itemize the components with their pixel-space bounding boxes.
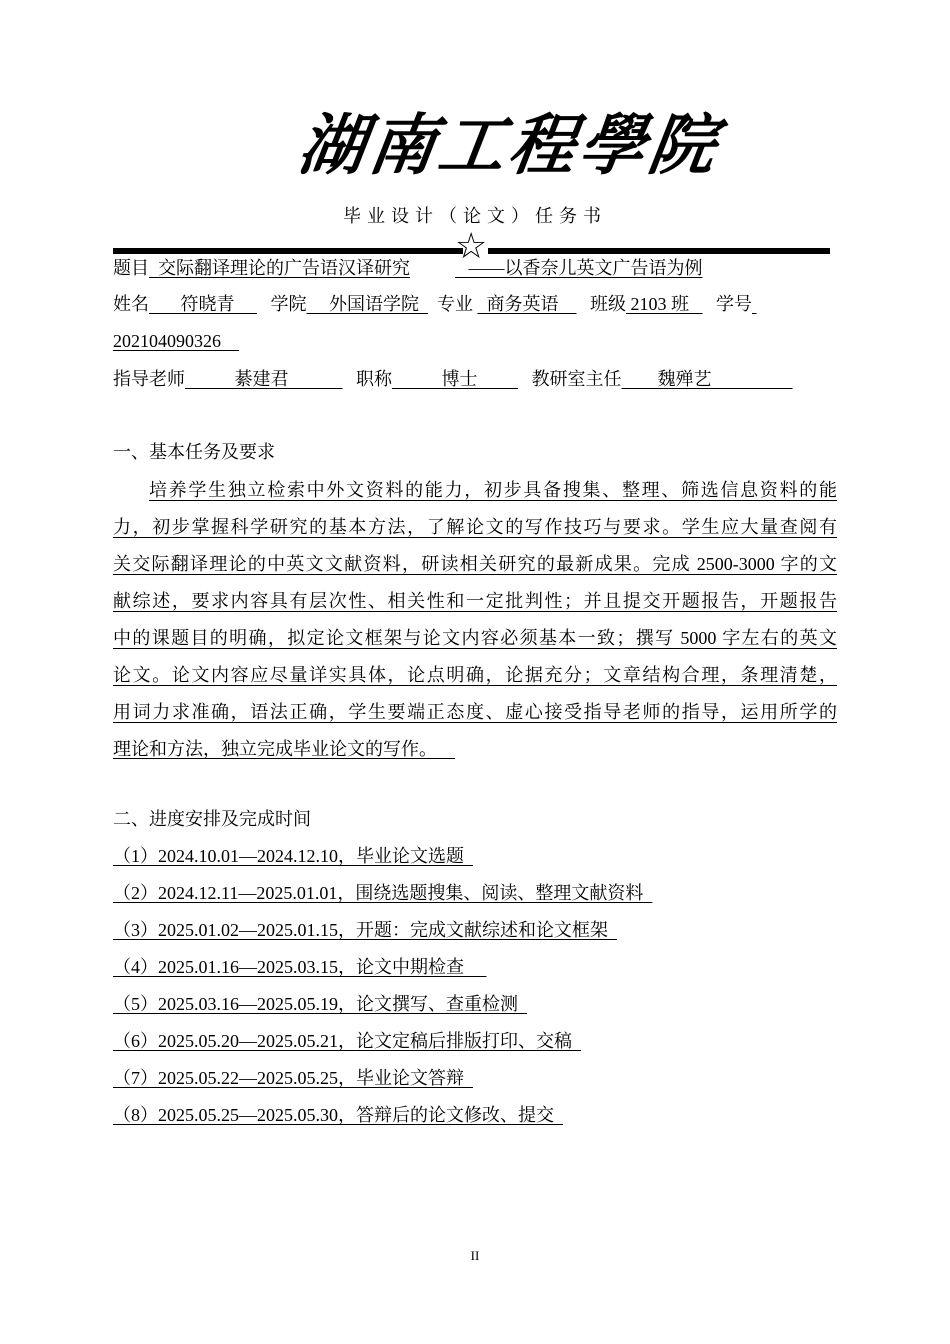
- class-value: 2103 班: [630, 294, 689, 314]
- director-value: 魏殚艺: [657, 369, 712, 389]
- section1-heading: 一、基本任务及要求: [113, 442, 275, 462]
- task-line: 论文。论文内容应尽量详实具体，论点明确，论据充分；文章结构合理，条理清楚，: [113, 665, 837, 685]
- document-subtitle: 毕业设计（论文）任务书: [343, 206, 607, 226]
- student-row: [113, 293, 757, 315]
- advisor-value: 綦建君: [234, 369, 289, 389]
- title-label: 题目: [113, 258, 149, 278]
- schedule-item: （5）2025.03.16—2025.05.19，论文撰写、查重检测: [113, 994, 518, 1014]
- page-number: II: [470, 1248, 480, 1263]
- divider-right: [488, 248, 830, 254]
- title-row: [113, 257, 703, 279]
- task-line: 关交际翻译理论的中英文文献资料，研读相关研究的最新成果。完成 2500-3000 字的文: [113, 554, 837, 574]
- schedule-item: （8）2025.05.25—2025.05.30，答辩后的论文修改、提交: [113, 1105, 554, 1125]
- star-icon: ☆: [455, 226, 488, 266]
- section2-heading: 二、进度安排及完成时间: [113, 809, 311, 829]
- task-line: 培养学生独立检索中外文资料的能力，初步具备搜集、整理、筛选信息资料的能: [149, 480, 837, 500]
- class-label: 班级: [590, 294, 626, 314]
- advisor-row: [113, 368, 793, 390]
- schedule-item: （6）2025.05.20—2025.05.21，论文定稿后排版打印、交稿: [113, 1031, 572, 1051]
- schedule-item: （1）2024.10.01—2024.12.10，毕业论文选题: [113, 846, 464, 866]
- task-line: 理论和方法，独立完成毕业论文的写作。: [113, 739, 437, 759]
- rank-label: 职称: [356, 369, 392, 389]
- title-main: 交际翻译理论的广告语汉译研究: [158, 258, 410, 278]
- major-label: 专业: [437, 294, 473, 314]
- schedule-item: （4）2025.01.16—2025.03.15，论文中期检查: [113, 957, 464, 977]
- task-line: 中的课题目的明确，拟定论文框架与论文内容必须基本一致；撰写 5000 字左右的英文: [113, 628, 837, 648]
- college-value: 外国语学院: [329, 294, 419, 314]
- id-row: [113, 330, 239, 352]
- director-label: 教研室主任: [531, 369, 622, 389]
- title-sub: ——以香奈儿英文广告语为例: [468, 258, 703, 278]
- rank-value: 博士: [441, 369, 478, 389]
- task-line: 献综述，要求内容具有层次性、相关性和一定批判性；并且提交开题报告，开题报告: [113, 591, 837, 611]
- university-logo: 湖南工程學院: [293, 106, 725, 184]
- college-label: 学院: [270, 294, 307, 314]
- divider-left: [113, 248, 463, 254]
- id-label: 学号: [716, 294, 752, 314]
- major-value: 商务英语: [486, 294, 559, 314]
- id-value: 202104090326: [113, 331, 221, 351]
- task-line: 用词力求准确，语法正确，学生要端正态度、虚心接受指导老师的指导，运用所学的: [113, 702, 837, 722]
- advisor-label: 指导老师: [113, 369, 185, 389]
- schedule-item: （2）2024.12.11—2025.01.01，围绕选题搜集、阅读、整理文献资料: [113, 883, 644, 903]
- name-value: 符晓青: [180, 294, 235, 314]
- schedule-item: （7）2025.05.22—2025.05.25，毕业论文答辩: [113, 1068, 464, 1088]
- task-line: 力，初步掌握科学研究的基本方法，了解论文的写作技巧与要求。学生应大量查阅有: [113, 517, 837, 537]
- schedule-item: （3）2025.01.02—2025.01.15，开题：完成文献综述和论文框架: [113, 920, 608, 940]
- name-label: 姓名: [113, 294, 149, 314]
